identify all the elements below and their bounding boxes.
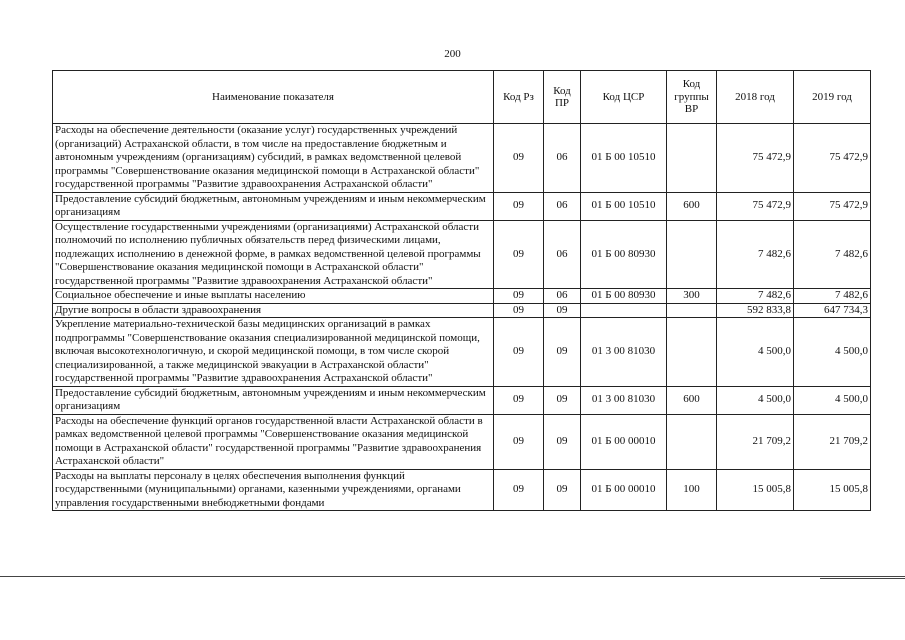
row-rz: 09 xyxy=(494,469,544,511)
row-vr: 600 xyxy=(667,192,717,220)
row-2019: 75 472,9 xyxy=(794,124,871,193)
row-csr: 01 Б 00 00010 xyxy=(581,469,667,511)
header-vr: Код группы ВР xyxy=(667,71,717,124)
row-csr: 01 Б 00 80930 xyxy=(581,220,667,289)
header-2019: 2019 год xyxy=(794,71,871,124)
row-rz: 09 xyxy=(494,318,544,387)
row-pr: 06 xyxy=(544,289,581,304)
scan-artifact-line xyxy=(820,578,905,579)
row-rz: 09 xyxy=(494,303,544,318)
header-name: Наименование показателя xyxy=(53,71,494,124)
row-name: Предоставление субсидий бюджетным, автономным учреждениям и иным некоммерческим организациям xyxy=(53,386,494,414)
row-2018: 75 472,9 xyxy=(717,124,794,193)
scan-artifact-line xyxy=(0,576,905,577)
row-rz: 09 xyxy=(494,289,544,304)
row-name: Осуществление государственными учреждениями (организациями) Астраханской области полномочий по исполнению публичных обязательств перед физическими лицами, подлежащих исполнению в денежной форме, в рамках ведомственной целевой программы "Совершенствование оказания медицинской помощи в Астраханской области" государственной программы "Развитие здравоохранения Астраханской области" xyxy=(53,220,494,289)
row-pr: 09 xyxy=(544,386,581,414)
row-2018: 4 500,0 xyxy=(717,386,794,414)
row-2018: 4 500,0 xyxy=(717,318,794,387)
row-2019: 7 482,6 xyxy=(794,289,871,304)
table-header-row xyxy=(53,71,871,124)
row-2019: 7 482,6 xyxy=(794,220,871,289)
table-row xyxy=(53,469,871,511)
row-2018: 592 833,8 xyxy=(717,303,794,318)
row-rz: 09 xyxy=(494,124,544,193)
row-rz: 09 xyxy=(494,386,544,414)
table-row xyxy=(53,386,871,414)
row-name: Расходы на обеспечение функций органов государственной власти Астраханской области в рамках ведомственной целевой программы "Совершенствование оказания медицинской помощи в Астраханской области" государственной программы "Развитие здравоохранения Астраханской области" xyxy=(53,414,494,469)
header-csr: Код ЦСР xyxy=(581,71,667,124)
table-row xyxy=(53,220,871,289)
row-vr xyxy=(667,124,717,193)
row-2019: 4 500,0 xyxy=(794,386,871,414)
row-rz: 09 xyxy=(494,192,544,220)
table-row xyxy=(53,192,871,220)
row-vr xyxy=(667,414,717,469)
row-rz: 09 xyxy=(494,220,544,289)
row-csr: 01 Б 00 10510 xyxy=(581,124,667,193)
row-2019: 647 734,3 xyxy=(794,303,871,318)
header-2018: 2018 год xyxy=(717,71,794,124)
row-vr: 100 xyxy=(667,469,717,511)
row-pr: 09 xyxy=(544,469,581,511)
row-2019: 21 709,2 xyxy=(794,414,871,469)
row-2018: 7 482,6 xyxy=(717,289,794,304)
row-csr xyxy=(581,303,667,318)
row-vr xyxy=(667,318,717,387)
row-pr: 09 xyxy=(544,303,581,318)
row-name: Предоставление субсидий бюджетным, автономным учреждениям и иным некоммерческим организациям xyxy=(53,192,494,220)
table-row xyxy=(53,124,871,193)
row-pr: 09 xyxy=(544,318,581,387)
header-rz: Код Рз xyxy=(494,71,544,124)
row-2018: 75 472,9 xyxy=(717,192,794,220)
row-name: Укрепление материально-технической базы медицинских организаций в рамках подпрограммы "Совершенствование оказания специализированной медицинской помощи, включая высокотехнологичную, и скорой медицинской помощи, в том числе скорой специализированной, а также медицинской эвакуации в Астраханской области" государственной программы "Развитие здравоохранения Астраханской области" xyxy=(53,318,494,387)
row-2019: 4 500,0 xyxy=(794,318,871,387)
page-number: 200 xyxy=(444,48,461,60)
row-2018: 7 482,6 xyxy=(717,220,794,289)
table-row xyxy=(53,303,871,318)
row-2018: 15 005,8 xyxy=(717,469,794,511)
row-2019: 15 005,8 xyxy=(794,469,871,511)
row-vr: 300 xyxy=(667,289,717,304)
row-pr: 09 xyxy=(544,414,581,469)
row-csr: 01 3 00 81030 xyxy=(581,386,667,414)
row-name: Социальное обеспечение и иные выплаты населению xyxy=(53,289,494,304)
header-pr: Код ПР xyxy=(544,71,581,124)
row-pr: 06 xyxy=(544,220,581,289)
budget-table xyxy=(52,70,871,511)
row-name: Расходы на выплаты персоналу в целях обеспечения выполнения функций государственными (муниципальными) органами, казенными учреждениями, органами управления государственными внебюджетными фондами xyxy=(53,469,494,511)
row-vr xyxy=(667,220,717,289)
row-csr: 01 Б 00 80930 xyxy=(581,289,667,304)
row-csr: 01 Б 00 10510 xyxy=(581,192,667,220)
row-2019: 75 472,9 xyxy=(794,192,871,220)
row-2018: 21 709,2 xyxy=(717,414,794,469)
row-name: Другие вопросы в области здравоохранения xyxy=(53,303,494,318)
table-row xyxy=(53,318,871,387)
row-vr: 600 xyxy=(667,386,717,414)
row-csr: 01 3 00 81030 xyxy=(581,318,667,387)
table-row xyxy=(53,414,871,469)
row-pr: 06 xyxy=(544,124,581,193)
row-pr: 06 xyxy=(544,192,581,220)
row-name: Расходы на обеспечение деятельности (оказание услуг) государственных учреждений (организаций) Астраханской области, в том числе на предоставление бюджетным и автономным учреждениям (организациям) субсидий, в рамках ведомственной целевой программы "Совершенствование оказания медицинской помощи в Астраханской области" государственной программы "Развитие здравоохранения Астраханской области" xyxy=(53,124,494,193)
row-csr: 01 Б 00 00010 xyxy=(581,414,667,469)
row-rz: 09 xyxy=(494,414,544,469)
row-vr xyxy=(667,303,717,318)
table-row xyxy=(53,289,871,304)
